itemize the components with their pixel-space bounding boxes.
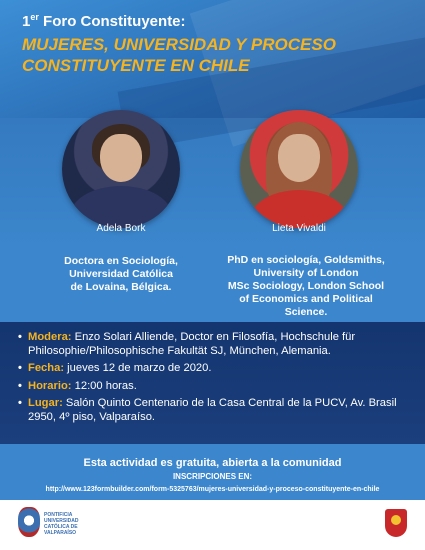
detail-key: Modera: xyxy=(28,331,72,343)
institute-shield-icon xyxy=(385,509,407,537)
speaker-bio-1 xyxy=(30,255,212,294)
detail-location xyxy=(18,396,414,424)
event-subtitle xyxy=(22,34,422,76)
bio-line: de Lovaina, Bélgica. xyxy=(70,281,172,293)
footer xyxy=(0,500,425,550)
photo-face xyxy=(278,134,320,182)
detail-key: Fecha: xyxy=(28,362,65,375)
speaker-photo-adela xyxy=(62,110,180,228)
detail-value: jueves 12 de marzo de 2020. xyxy=(67,362,212,375)
detail-value: Enzo Solari Alliende, Doctor en Filosofía, Hochschule für Philosophie/Philosophische Fakultät SJ, München, Alemania. xyxy=(28,331,356,358)
detail-time xyxy=(18,379,414,393)
detail-key: Horario: xyxy=(28,379,72,392)
subtitle-line1: MUJERES, UNIVERSIDAD Y PROCESO xyxy=(22,35,336,54)
detail-date xyxy=(18,361,414,375)
detail-moderator xyxy=(18,330,414,358)
subtitle-line2: CONSTITUYENTE EN CHILE xyxy=(22,56,250,75)
title-event-name: Foro Constituyente: xyxy=(43,13,186,30)
speaker-name-2: Lieta Vivaldi xyxy=(272,223,326,234)
header-band xyxy=(0,0,425,118)
event-details-list xyxy=(18,330,414,427)
bio-line: of Economics and Political xyxy=(239,293,373,305)
speaker-bio-2 xyxy=(206,254,406,319)
event-title-line1 xyxy=(22,12,186,30)
speaker-name-1: Adela Bork xyxy=(96,223,146,234)
bio-line: Universidad Católica xyxy=(69,268,173,280)
uni-line: PONTIFICIA xyxy=(44,512,73,518)
bio-line: Science. xyxy=(284,306,328,318)
title-ordinal: 1 xyxy=(22,13,31,30)
uni-line: UNIVERSIDAD xyxy=(44,518,79,524)
registration-label: INSCRIPCIONES EN: xyxy=(172,472,253,481)
detail-value: 12:00 horas. xyxy=(74,379,137,392)
university-seal-icon xyxy=(18,507,40,537)
bio-line: MSc Sociology, London School xyxy=(227,280,385,292)
event-details-band xyxy=(0,322,425,444)
photo-face xyxy=(100,134,142,182)
speaker-photo-lieta xyxy=(240,110,358,228)
bio-line: Doctora en Sociología, xyxy=(64,255,178,267)
detail-key: Lugar: xyxy=(28,396,63,409)
registration-link[interactable]: http://www.123formbuilder.com/form-5325763/mujeres-universidad-y-proceso-constituyente-en-chile xyxy=(45,486,380,493)
photo-body xyxy=(70,186,172,228)
free-event-notice: Esta actividad es gratuita, abierta a la comunidad xyxy=(83,457,342,469)
bio-line: University of London xyxy=(253,267,359,279)
uni-line: CATÓLICA DE xyxy=(44,524,78,530)
bio-line: PhD en sociología, Goldsmiths, xyxy=(227,254,385,266)
uni-line: VALPARAÍSO xyxy=(44,530,77,536)
detail-value: Salón Quinto Centenario de la Casa Central de la PUCV, Av. Brasil 2950, 4º piso, Valparaíso. xyxy=(28,396,397,424)
title-ordinal-suffix: er xyxy=(30,12,39,22)
university-name xyxy=(44,512,78,536)
